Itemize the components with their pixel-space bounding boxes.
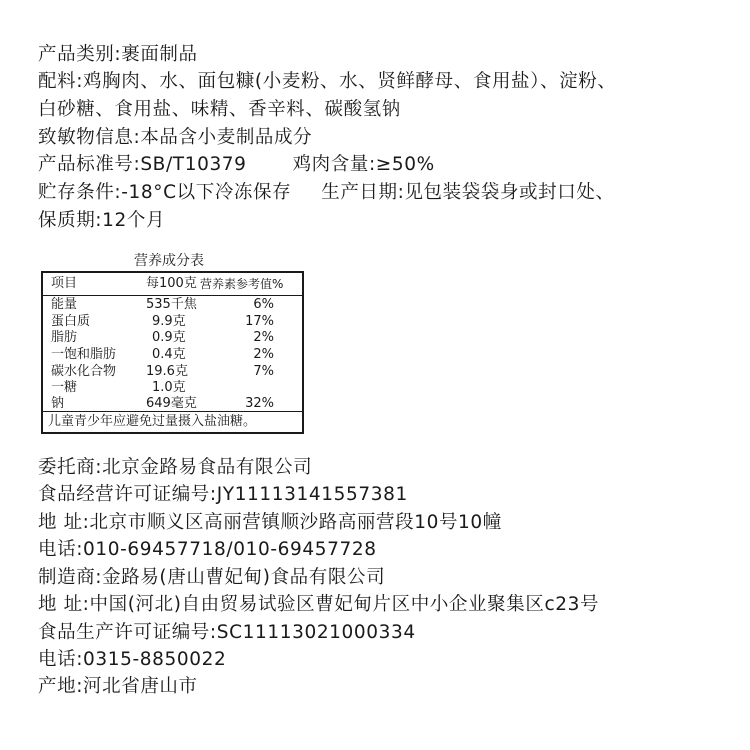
client-name: 委托商:北京金路易食品有限公司: [38, 457, 313, 478]
header-per-100g: 每100克: [146, 276, 197, 291]
row-item: 一饱和脂肪: [51, 347, 117, 362]
place-of-origin: 产地:河北省唐山市: [38, 676, 198, 697]
row-item: 能量: [51, 297, 78, 312]
product-category: 产品类别:裹面制品: [38, 44, 198, 65]
storage-conditions: 贮存条件:-18°C以下冷冻保存: [38, 182, 292, 203]
row-item: 碳水化合物: [51, 364, 117, 379]
row-item: 一糖: [51, 380, 78, 395]
row-amount: 9.9克: [152, 314, 186, 329]
client-phone: 电话:010-69457718/010-69457728: [38, 539, 377, 560]
nutrition-table: [41, 271, 304, 434]
nutrition-header-row: [43, 273, 302, 296]
row-amount: 535千焦: [146, 297, 197, 312]
nutrition-advice: 儿童青少年应避免过量摄入盐油糖。: [48, 414, 257, 429]
nutrition-title: 营养成分表: [134, 253, 204, 269]
row-amount: 0.9克: [152, 330, 186, 345]
row-item: 钠: [51, 396, 65, 411]
storage-line: [38, 182, 615, 204]
ingredients-line-2: 白砂糖、食用盐、味精、香辛料、碳酸氢钠: [38, 99, 401, 120]
row-nrv: 2%: [253, 330, 274, 345]
row-nrv: 7%: [253, 364, 274, 379]
manufacturer-name: 制造商:金路易(唐山曹妃甸)食品有限公司: [38, 567, 386, 588]
ingredients-line-1: 配料:鸡胸肉、水、面包糠(小麦粉、水、贤鲜酵母、食用盐）、淀粉、: [38, 71, 617, 92]
production-date: 生产日期:见包装袋袋身或封口处、: [321, 182, 615, 203]
row-amount: 19.6克: [146, 364, 188, 379]
manufacturer-phone: 电话:0315-8850022: [38, 649, 227, 670]
header-nrv: 营养素参考值%: [200, 277, 284, 291]
row-amount: 1.0克: [152, 380, 186, 395]
manufacturer-address: 地 址:中国(河北)自由贸易试验区曹妃甸片区中小企业聚集区c23号: [38, 594, 600, 615]
row-nrv: 17%: [245, 314, 274, 329]
client-address: 地 址:北京市顺义区高丽营镇顺沙路高丽营段10号10幢: [38, 512, 502, 533]
standard-line: [38, 154, 435, 176]
row-amount: 649毫克: [146, 396, 197, 411]
row-nrv: 32%: [245, 396, 274, 411]
allergen-info: 致敏物信息:本品含小麦制品成分: [38, 127, 313, 148]
row-item: 蛋白质: [51, 314, 91, 329]
nutrition-footer: [43, 411, 302, 432]
product-standard: 产品标准号:SB/T10379: [38, 154, 247, 175]
operating-license: 食品经营许可证编号:JY11113141557381: [38, 484, 408, 505]
production-license: 食品生产许可证编号:SC11113021000334: [38, 622, 416, 643]
chicken-content: 鸡肉含量:≥50%: [292, 154, 435, 175]
row-nrv: 2%: [253, 347, 274, 362]
shelf-life: 保质期:12个月: [38, 210, 166, 231]
row-item: 脂肪: [51, 330, 78, 345]
header-item: 项目: [51, 276, 78, 291]
row-nrv: 6%: [253, 297, 274, 312]
row-amount: 0.4克: [152, 347, 186, 362]
